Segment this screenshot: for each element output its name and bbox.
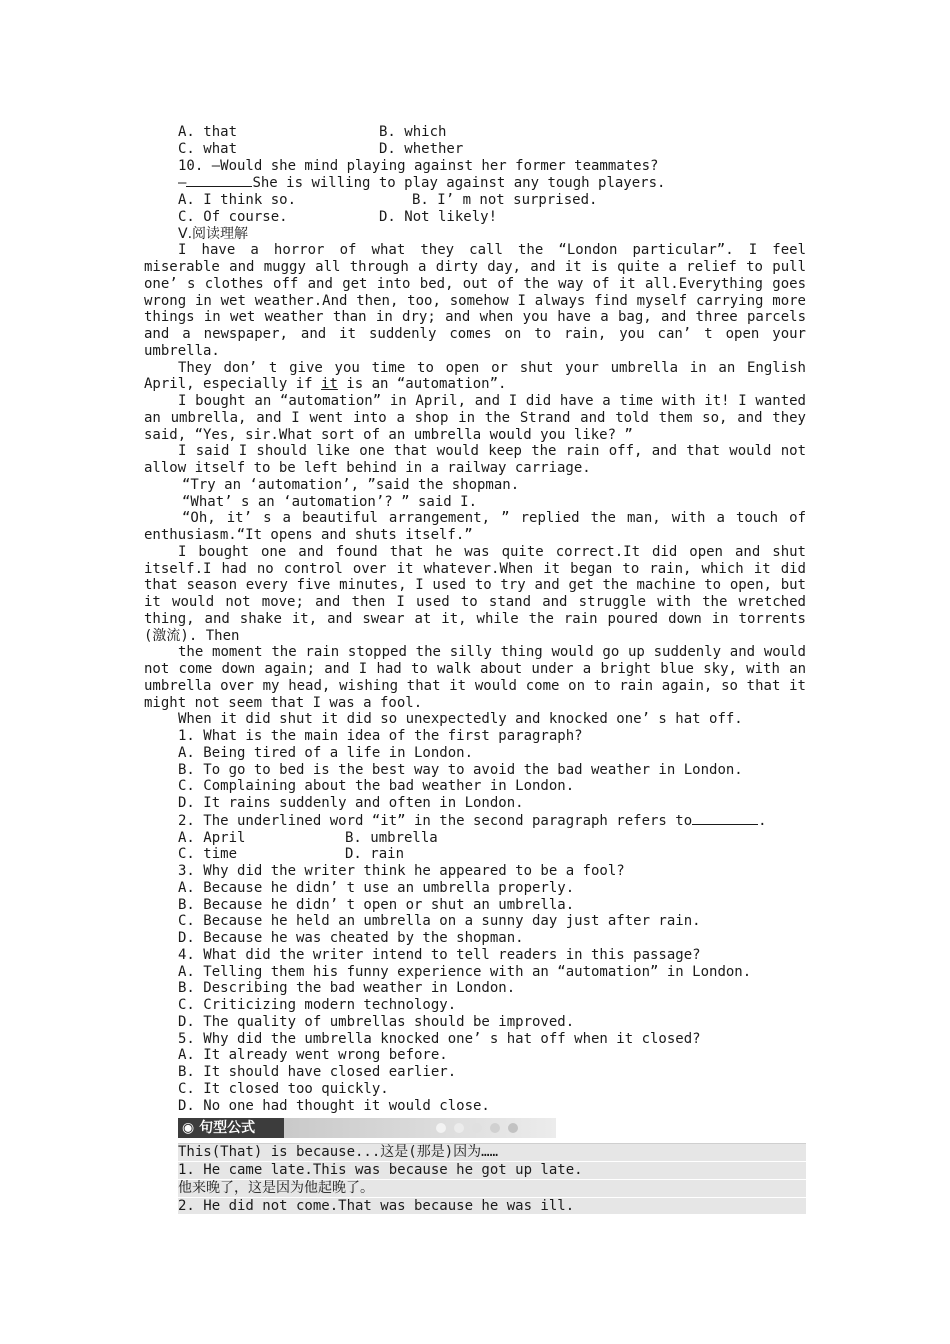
- question-5-option-b[interactable]: B. It should have closed earlier.: [178, 1064, 457, 1080]
- question-2-option-a[interactable]: A. April: [178, 829, 246, 846]
- passage-paragraph-3-text: I bought an “automation” in April, and I did have a time with it! I wanted an umbrella, and I went into a shop in the Strand and told them so, and they said, “Yes, sir.What sort of an umbrella would you like? ”: [144, 393, 806, 443]
- q10-reply: She is willing to play against any tough players.: [252, 175, 666, 192]
- q10-reply-line: [144, 174, 806, 192]
- question-1-option-b[interactable]: B. To go to bed is the best way to avoid the bad weather in London.: [178, 761, 743, 778]
- pattern-example-1-translation: 他来晚了，这是因为他起晚了。: [178, 1180, 806, 1198]
- question-2-option-d[interactable]: D. rain: [345, 846, 405, 863]
- passage-paragraph-7: [144, 510, 806, 544]
- q10-option-c[interactable]: C. Of course.: [178, 208, 288, 225]
- sentence-pattern-label: ◉ 句型公式: [178, 1118, 284, 1138]
- passage-paragraph-2-text-b: is an “automation”.: [337, 376, 507, 393]
- question-3-option-c[interactable]: C. Because he held an umbrella on a sunny day just after rain.: [178, 913, 701, 930]
- passage-paragraph-8: [144, 544, 806, 645]
- q10-options-row-2: [144, 209, 806, 226]
- question-3-option-a[interactable]: A. Because he didn’ t use an umbrella properly.: [178, 879, 575, 896]
- question-5-option-d[interactable]: D. No one had thought it would close.: [178, 1097, 490, 1114]
- question-5-option-a[interactable]: A. It already went wrong before.: [178, 1047, 448, 1064]
- passage-paragraph-10: When it did shut it did so unexpectedly and knocked one’ s hat off.: [178, 711, 743, 728]
- q9-option-c[interactable]: C. what: [178, 140, 238, 157]
- dot-icon: [436, 1123, 446, 1133]
- q9-option-d[interactable]: D. whether: [379, 140, 464, 157]
- question-4-option-d[interactable]: D. The quality of umbrellas should be improved.: [178, 1013, 575, 1030]
- q10-stem: 10. —Would she mind playing against her former teammates?: [178, 157, 659, 174]
- question-2-option-c[interactable]: C. time: [178, 846, 238, 863]
- underlined-word-it: it: [321, 376, 338, 393]
- passage-paragraph-4: [144, 443, 806, 477]
- q9-option-b[interactable]: B. which: [379, 124, 447, 140]
- pattern-formula: This(That) is because...这是(那是)因为……: [178, 1144, 806, 1162]
- sentence-pattern-header: [178, 1118, 556, 1138]
- question-2-options-row-2: [144, 846, 806, 863]
- pattern-example-2: 2. He did not come.That was because he was ill.: [178, 1198, 806, 1216]
- dot-icon: [490, 1123, 500, 1133]
- q10-dash: —: [178, 175, 187, 192]
- question-3-option-b[interactable]: B. Because he didn’ t open or shut an umbrella.: [178, 896, 575, 913]
- question-2-options-row-1: [144, 830, 806, 847]
- worksheet-page: [144, 124, 806, 1215]
- q9-options-row-1: [144, 124, 806, 141]
- q9-option-a[interactable]: A. that: [178, 124, 238, 140]
- question-2-answer-blank[interactable]: [692, 812, 758, 825]
- passage-paragraph-3: [144, 393, 806, 443]
- question-4-option-b[interactable]: B. Describing the bad weather in London.: [178, 980, 516, 997]
- q10-options-row-1: [144, 192, 806, 209]
- question-2-end: .: [758, 812, 767, 829]
- question-4: 4. What did the writer intend to tell readers in this passage?: [178, 946, 701, 963]
- q10-option-d[interactable]: D. Not likely!: [379, 208, 498, 225]
- passage-paragraph-6: “What’ s an ‘automation’? ” said I.: [182, 493, 478, 510]
- question-2-text: 2. The underlined word “it” in the second paragraph refers to: [178, 812, 693, 829]
- passage-paragraph-1: [144, 242, 806, 359]
- dot-icon: [454, 1123, 464, 1133]
- question-4-option-a[interactable]: A. Telling them his funny experience with an “automation” in London.: [178, 963, 752, 980]
- passage-paragraph-7-text: “Oh, it’ s a beautiful arrangement, ” replied the man, with a touch of enthusiasm.“It opens and shuts itself.”: [144, 510, 806, 543]
- passage-paragraph-9-text: the moment the rain stopped the silly thing would go up suddenly and would not come down again; and I had to walk about under a bright blue sky, with an umbrella over my head, wishing that it would come on to rain again, so that it might not seem that I was a fool.: [144, 644, 806, 711]
- passage-paragraph-9: [144, 644, 806, 711]
- question-1: 1. What is the main idea of the first paragraph?: [178, 728, 583, 744]
- question-4-option-c[interactable]: C. Criticizing modern technology.: [178, 997, 457, 1013]
- q9-options-row-2: [144, 141, 806, 158]
- question-1-option-c[interactable]: C. Complaining about the bad weather in London.: [178, 778, 575, 795]
- pattern-example-1: 1. He came late.This was because he got up late.: [178, 1162, 806, 1180]
- q10-option-a[interactable]: A. I think so.: [178, 192, 297, 208]
- passage-paragraph-1-text: I have a horror of what they call the “London particular”. I feel miserable and muggy all through a dirty day, and it is quite a relief to pull one’ s clothes off and get into bed, out of the way of it all.Everything goes wrong in wet weather.And then, too, somehow I always find myself carrying more things in wet weather than in dry; and when you have a bag, and three parcels and a newspaper, and it suddenly comes on to rain, you can’ t open your umbrella.: [144, 242, 806, 359]
- passage-paragraph-2-text-a: They don’ t give you time to open or shut your umbrella in an English April, especially if: [144, 359, 806, 393]
- q10-option-b[interactable]: B. I’ m not surprised.: [412, 192, 598, 208]
- q10-answer-blank[interactable]: [186, 174, 252, 187]
- dot-icon: [472, 1123, 482, 1133]
- header-dots-decoration: [436, 1123, 518, 1133]
- passage-paragraph-8-text: I bought one and found that he was quite correct.It did open and shut itself.I had no control over it whatever.When it began to rain, which it did that season every five minutes, I used to try and get the machine to open, but it would not move; and then I used to stand and struggle with the wretched thing, and shake it, and swear at it, while the rain poured down in torrents (激流). Then: [144, 543, 806, 644]
- question-1-option-d[interactable]: D. It rains suddenly and often in London.: [178, 795, 524, 811]
- reading-heading: Ⅴ.阅读理解: [178, 225, 249, 242]
- dot-icon: [508, 1123, 518, 1133]
- passage-paragraph-2: [144, 360, 806, 394]
- question-2-option-b[interactable]: B. umbrella: [345, 829, 438, 846]
- question-1-option-a[interactable]: A. Being tired of a life in London.: [178, 744, 474, 761]
- question-3-option-d[interactable]: D. Because he was cheated by the shopman.: [178, 930, 524, 946]
- question-3: 3. Why did the writer think he appeared to be a fool?: [178, 863, 625, 879]
- question-2: [144, 812, 806, 830]
- passage-paragraph-5: “Try an ‘automation’, ”said the shopman.: [182, 476, 520, 493]
- passage-paragraph-4-text: I said I should like one that would keep the rain off, and that would not allow itself to be left behind in a railway carriage.: [144, 443, 806, 476]
- sentence-pattern-box: [178, 1143, 806, 1215]
- question-5-option-c[interactable]: C. It closed too quickly.: [178, 1080, 389, 1097]
- question-5: 5. Why did the umbrella knocked one’ s hat off when it closed?: [178, 1030, 701, 1047]
